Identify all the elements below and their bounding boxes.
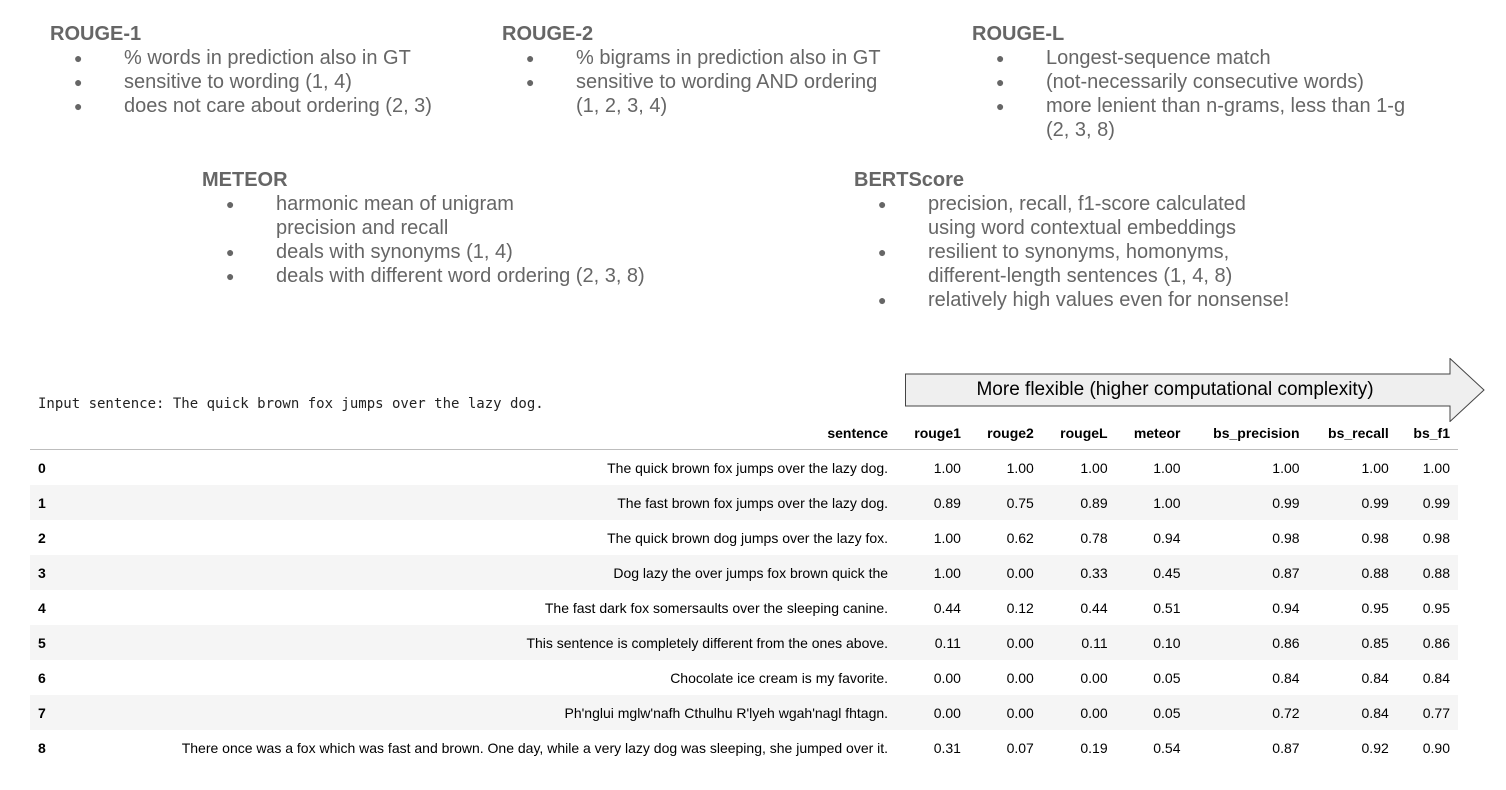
table-row: [30, 695, 1458, 730]
meteor-cell: 1.00: [1153, 494, 1181, 511]
bs-recall-cell: 0.95: [1361, 599, 1389, 616]
row-index: 3: [38, 564, 46, 581]
rouge2-bullets: [502, 46, 881, 118]
bullet-line: different-length sentences (1, 4, 8): [928, 265, 1233, 287]
bertscore-section: [854, 168, 1289, 312]
bullet-line: (2, 3, 8): [1046, 119, 1115, 141]
rouge2-cell: 0.00: [1006, 634, 1034, 651]
results-table: [30, 417, 1458, 765]
bs-recall-cell: 0.99: [1361, 494, 1389, 511]
column-header-index: [30, 417, 56, 450]
rouge2-cell: 0.00: [1006, 669, 1034, 686]
row-index: 1: [38, 494, 46, 511]
bullet-item: ● does not care about ordering (2, 3): [50, 94, 432, 118]
bs-f1-cell: 0.98: [1422, 529, 1450, 546]
meteor-cell: 1.00: [1153, 459, 1181, 476]
sentence-cell: The fast brown fox jumps over the lazy dog.: [617, 494, 889, 511]
bs-recall-cell: 0.92: [1361, 739, 1389, 756]
table-header: [30, 417, 1458, 450]
bs-precision-cell: 0.72: [1272, 704, 1300, 721]
column-header-rouge1: rouge1: [896, 417, 969, 450]
bs-precision-cell: 0.84: [1272, 669, 1300, 686]
rougel-cell: 0.00: [1080, 669, 1108, 686]
bs-precision-cell: 0.98: [1272, 529, 1300, 546]
bs-recall-cell: 0.84: [1361, 669, 1389, 686]
rougel-cell: 0.78: [1080, 529, 1108, 546]
bs-recall-cell: 1.00: [1361, 459, 1389, 476]
bs-f1-cell: 0.77: [1422, 704, 1450, 721]
bs-recall-cell: 0.88: [1361, 564, 1389, 581]
bullet-item: ● (not-necessarily consecutive words): [972, 70, 1405, 94]
bertscore-title: BERTScore: [854, 169, 965, 191]
rouge2-title: ROUGE-2: [502, 23, 594, 45]
bs-f1-cell: 0.84: [1422, 669, 1450, 686]
bullet-item: ● relatively high values even for nonsense!: [854, 288, 1289, 312]
table-row: [30, 660, 1458, 695]
meteor-cell: 0.45: [1153, 564, 1181, 581]
row-index: 4: [38, 599, 46, 616]
bs-f1-cell: 0.95: [1422, 599, 1450, 616]
bullet-line: harmonic mean of unigram: [276, 193, 514, 215]
bullet-line: precision, recall, f1-score calculated: [928, 193, 1246, 215]
bullet-line: precision and recall: [276, 217, 449, 239]
rougel-bullets: [972, 46, 1405, 142]
bs-f1-cell: 0.88: [1422, 564, 1450, 581]
rouge1-cell: 1.00: [933, 564, 961, 581]
sentence-cell: Dog lazy the over jumps fox brown quick the: [613, 564, 889, 581]
meteor-cell: 0.94: [1153, 529, 1181, 546]
row-index: 2: [38, 529, 46, 546]
rouge1-section: [50, 22, 432, 118]
input-sentence: Input sentence: The quick brown fox jumps over the lazy dog.: [38, 396, 544, 412]
meteor-title: METEOR: [202, 169, 288, 191]
rouge2-cell: 0.00: [1006, 564, 1034, 581]
rouge2-section: [502, 22, 881, 118]
header-row: [30, 417, 1458, 450]
table-row: [30, 730, 1458, 765]
bs-f1-cell: 0.86: [1422, 634, 1450, 651]
rouge1-cell: 1.00: [933, 459, 961, 476]
bs-f1-cell: 0.99: [1422, 494, 1450, 511]
rougel-cell: 0.19: [1080, 739, 1108, 756]
bullet-line: more lenient than n-grams, less than 1-g: [1046, 95, 1406, 117]
sentence-cell: Ph'nglui mglw'nafh Cthulhu R'lyeh wgah'nagl fhtagn.: [564, 704, 889, 721]
meteor-cell: 0.51: [1153, 599, 1181, 616]
bs-recall-cell: 0.98: [1361, 529, 1389, 546]
table-row: [30, 485, 1458, 520]
bs-precision-cell: 0.99: [1272, 494, 1300, 511]
bullet-item: ● deals with synonyms (1, 4): [202, 240, 645, 264]
bullet-line: (1, 2, 3, 4): [576, 95, 668, 117]
rougel-cell: 0.11: [1081, 634, 1108, 651]
table-row: [30, 625, 1458, 660]
column-header-sentence: sentence: [56, 417, 896, 450]
bs-precision-cell: 0.87: [1272, 564, 1300, 581]
sentence-cell: Chocolate ice cream is my favorite.: [670, 669, 889, 686]
sentence-cell: The quick brown fox jumps over the lazy dog.: [607, 459, 889, 476]
rouge2-cell: 0.12: [1006, 599, 1034, 616]
bs-precision-cell: 0.94: [1272, 599, 1300, 616]
column-header-bs-recall: bs_recall: [1308, 417, 1397, 450]
sentence-cell: There once was a fox which was fast and brown. One day, while a very lazy dog was sleeping, she jumped over it.: [181, 739, 889, 756]
bullet-item: ● % bigrams in prediction also in GT: [502, 46, 881, 70]
sentence-cell: The fast dark fox somersaults over the sleeping canine.: [544, 599, 889, 616]
bullet-item: [502, 70, 881, 118]
meteor-cell: 0.05: [1153, 669, 1181, 686]
table-row: [30, 520, 1458, 555]
bullet-line: using word contextual embeddings: [928, 217, 1236, 239]
rougel-cell: 0.00: [1080, 704, 1108, 721]
bs-precision-cell: 1.00: [1272, 459, 1300, 476]
rougel-section: [972, 22, 1405, 142]
rouge2-cell: 0.75: [1006, 494, 1034, 511]
rougel-cell: 0.89: [1080, 494, 1108, 511]
rouge2-cell: 0.07: [1006, 739, 1034, 756]
meteor-section: [202, 168, 645, 288]
sentence-cell: This sentence is completely different from the ones above.: [526, 634, 889, 651]
rougel-cell: 1.00: [1080, 459, 1108, 476]
rouge1-title: ROUGE-1: [50, 23, 142, 45]
rougel-cell: 0.44: [1080, 599, 1108, 616]
bertscore-bullets: [854, 192, 1289, 312]
arrow-label: More flexible (higher computational complexity): [976, 379, 1374, 400]
rouge2-cell: 0.62: [1006, 529, 1034, 546]
bs-f1-cell: 1.00: [1422, 459, 1450, 476]
bullet-item: ● deals with different word ordering (2, 3, 8): [202, 264, 645, 288]
table-row: [30, 450, 1458, 486]
column-header-rougel: rougeL: [1042, 417, 1116, 450]
rouge1-cell: 0.00: [933, 704, 961, 721]
rouge2-cell: 1.00: [1006, 459, 1034, 476]
row-index: 5: [38, 634, 46, 651]
row-index: 8: [38, 739, 46, 756]
bullet-item: [972, 94, 1405, 142]
bullet-item: [854, 240, 1289, 288]
meteor-cell: 0.54: [1153, 739, 1181, 756]
bullet-item: ● % words in prediction also in GT: [50, 46, 432, 70]
rouge2-cell: 0.00: [1006, 704, 1034, 721]
flexibility-arrow: [905, 358, 1485, 422]
meteor-cell: 0.05: [1153, 704, 1181, 721]
rouge1-cell: 0.89: [933, 494, 961, 511]
column-header-bs-f1: bs_f1: [1397, 417, 1458, 450]
rouge1-bullets: [50, 46, 432, 118]
rouge1-cell: 0.11: [934, 634, 961, 651]
table-row: [30, 555, 1458, 590]
bs-f1-cell: 0.90: [1422, 739, 1450, 756]
rouge1-cell: 0.31: [933, 739, 961, 756]
bs-recall-cell: 0.84: [1361, 704, 1389, 721]
row-index: 0: [38, 459, 46, 476]
rougel-cell: 0.33: [1080, 564, 1108, 581]
row-index: 6: [38, 669, 46, 686]
rouge1-cell: 0.00: [933, 669, 961, 686]
row-index: 7: [38, 704, 46, 721]
bullet-line: resilient to synonyms, homonyms,: [928, 241, 1230, 263]
bullet-item: ● sensitive to wording (1, 4): [50, 70, 432, 94]
bs-precision-cell: 0.86: [1272, 634, 1300, 651]
meteor-bullets: [202, 192, 645, 288]
column-header-bs-precision: bs_precision: [1189, 417, 1308, 450]
bullet-item: [854, 192, 1289, 240]
bullet-line: sensitive to wording AND ordering: [576, 71, 878, 93]
meteor-cell: 0.10: [1153, 634, 1181, 651]
bs-recall-cell: 0.85: [1361, 634, 1389, 651]
bs-precision-cell: 0.87: [1272, 739, 1300, 756]
bullet-item: [202, 192, 645, 240]
rouge1-cell: 0.44: [933, 599, 961, 616]
column-header-rouge2: rouge2: [969, 417, 1042, 450]
column-header-meteor: meteor: [1116, 417, 1189, 450]
rouge1-cell: 1.00: [933, 529, 961, 546]
table-row: [30, 590, 1458, 625]
table-body: [30, 450, 1458, 766]
rougel-title: ROUGE-L: [972, 23, 1065, 45]
bullet-item: ● Longest-sequence match: [972, 46, 1405, 70]
sentence-cell: The quick brown dog jumps over the lazy fox.: [607, 529, 889, 546]
